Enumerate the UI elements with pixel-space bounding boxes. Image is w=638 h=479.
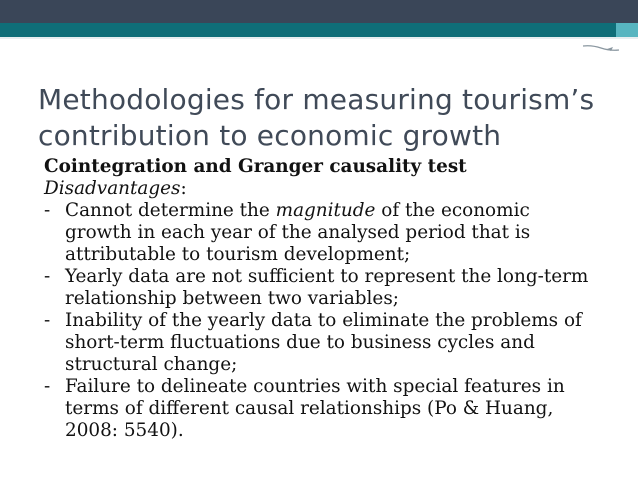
list-item xyxy=(44,266,638,310)
bullet-marker: - xyxy=(44,200,51,221)
bullet-line: structural change; xyxy=(65,354,238,375)
disadvantages-list xyxy=(44,200,638,442)
list-item xyxy=(44,200,638,266)
bullet-line: Yearly data are not sufficient to represent the long-term xyxy=(65,266,589,287)
title-line: contribution to economic growth xyxy=(38,119,502,152)
title-line: Methodologies for measuring tourism’s xyxy=(38,83,595,116)
list-item xyxy=(44,310,638,376)
accent-stripe xyxy=(0,23,638,37)
corner-accent xyxy=(616,23,638,37)
list-heading xyxy=(44,178,638,200)
bullet-line: terms of different causal relationships (Po & Huang, xyxy=(65,398,554,419)
slide-title xyxy=(38,82,628,154)
emphasis-text: magnitude xyxy=(275,200,376,221)
bullet-line: Failure to delineate countries with special features in xyxy=(65,376,565,397)
bullet-line: Inability of the yearly data to eliminate the problems of xyxy=(65,310,582,331)
bullet-marker: - xyxy=(44,266,51,287)
list-heading-colon: : xyxy=(180,178,187,199)
bullet-text: of the economic xyxy=(375,200,530,221)
bullet-line: 2008: 5540). xyxy=(65,420,184,441)
slide-body xyxy=(44,156,638,442)
ornament-icon xyxy=(582,43,620,53)
bullet-marker: - xyxy=(44,376,51,397)
section-heading: Cointegration and Granger causality test xyxy=(44,156,467,177)
bullet-line: growth in each year of the analysed period that is xyxy=(65,222,531,243)
list-heading-text: Disadvantages xyxy=(44,178,181,199)
bullet-line: short-term fluctuations due to business cycles and xyxy=(65,332,535,353)
bullet-marker: - xyxy=(44,310,51,331)
bullet-line xyxy=(65,200,638,222)
bullet-line: attributable to tourism development; xyxy=(65,244,411,265)
bullet-text: Cannot determine the xyxy=(65,200,276,221)
header-divider xyxy=(0,37,638,39)
list-item xyxy=(44,376,638,442)
bullet-line: relationship between two variables; xyxy=(65,288,399,309)
top-banner xyxy=(0,0,638,23)
